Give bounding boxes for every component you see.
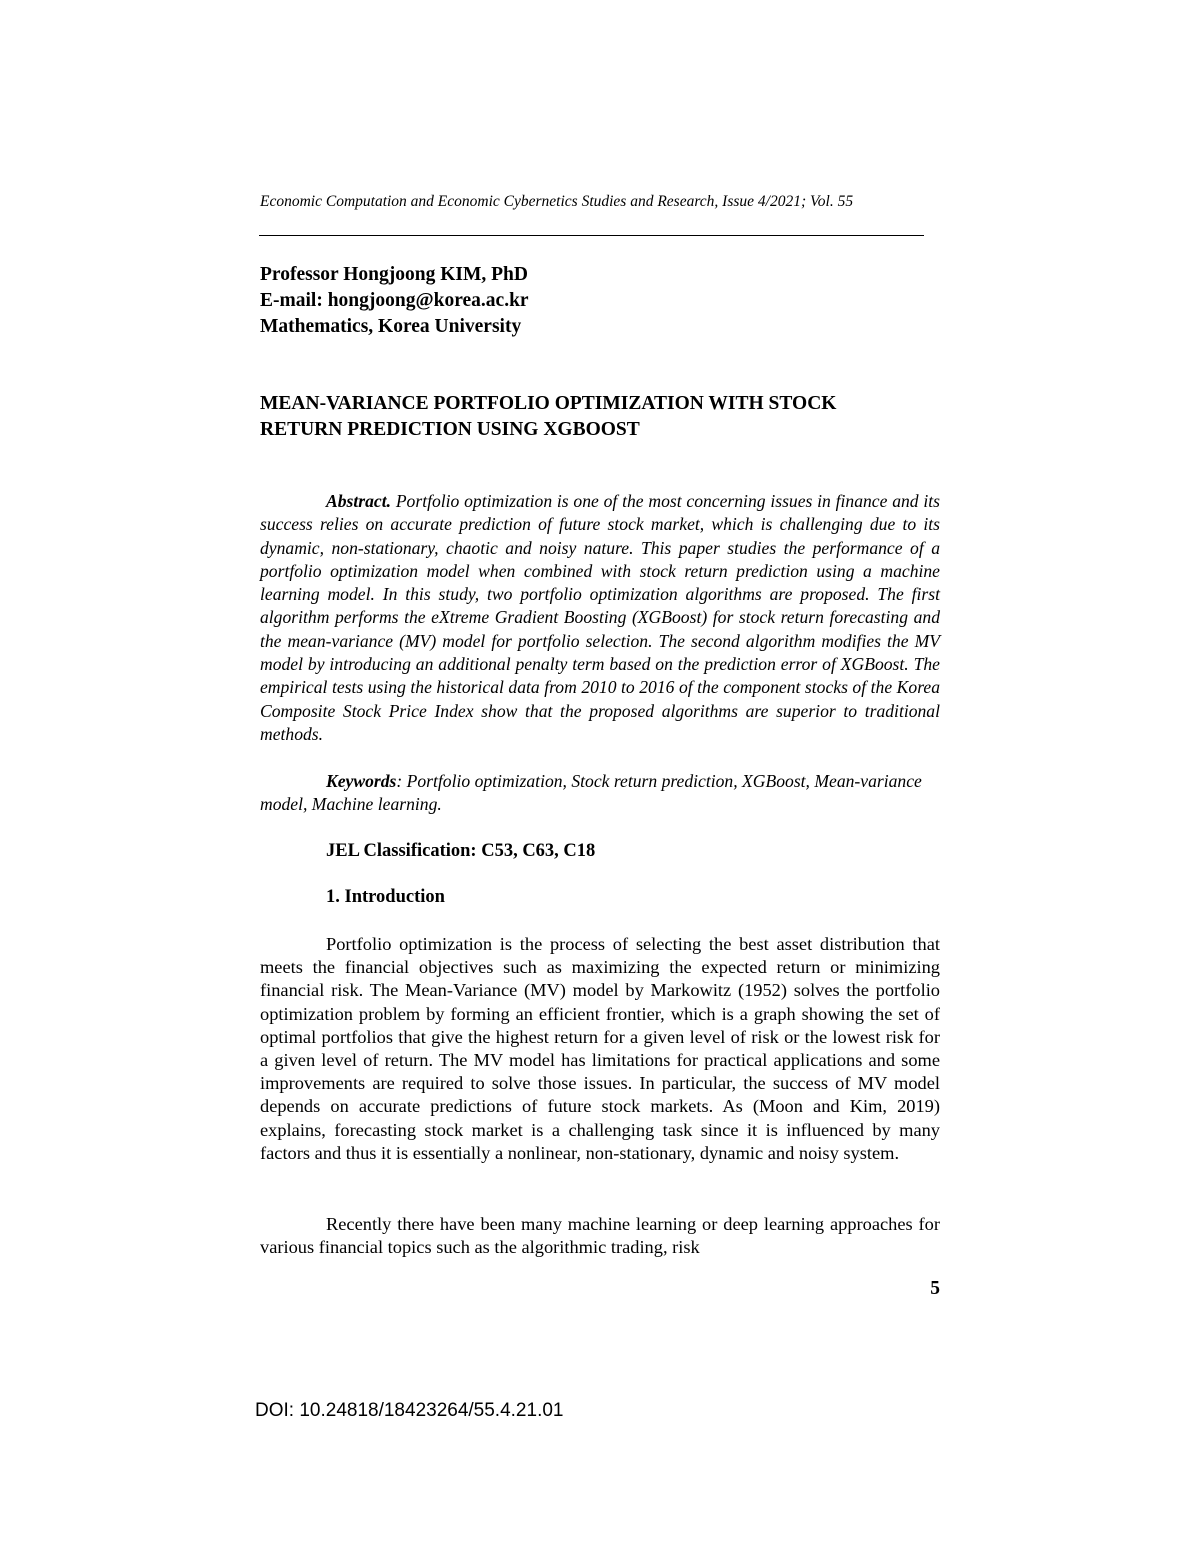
paper-title <box>260 391 940 443</box>
jel-classification: JEL Classification: C53, C63, C18 <box>326 841 596 861</box>
keywords <box>260 770 940 817</box>
body-paragraph: Portfolio optimization is the process of selecting the best asset distribution that meets the financial objectives such as maximizing the expected return or minimizing financial risk. The Mean-Variance (MV) model by Markowitz (1952) solves the portfolio optimization problem by forming an efficient frontier, which is a graph showing the set of optimal portfolios that give the highest return for a given level of risk or the lowest risk for a given level of return. The MV model has limitations for practical applications and some improvements are required to solve those issues. In particular, the success of MV model depends on accurate predictions of future stock markets. As (Moon and Kim, 2019) explains, forecasting stock market is a challenging task since it is influenced by many factors and thus it is essentially a nonlinear, non-stationary, dynamic and noisy system. <box>260 934 940 1163</box>
author-block <box>260 262 529 340</box>
page-number: 5 <box>930 1278 940 1299</box>
journal-header: Economic Computation and Economic Cybernetics Studies and Research, Issue 4/2021; Vol. 55 <box>260 193 854 210</box>
author-affiliation: Mathematics, Korea University <box>260 316 522 337</box>
abstract <box>260 490 940 746</box>
abstract-label: Abstract. <box>326 491 392 511</box>
keywords-text: : Portfolio optimization, Stock return prediction, XGBoost, Mean-variance model, Machine learning. <box>260 771 922 815</box>
keywords-label: Keywords <box>326 771 397 791</box>
doi-link[interactable]: DOI: 10.24818/18423264/55.4.21.01 <box>255 1400 564 1421</box>
header-rule <box>259 235 924 236</box>
author-email: E-mail: hongjoong@korea.ac.kr <box>260 290 529 311</box>
body-paragraph: Recently there have been many machine learning or deep learning approaches for various financial topics such as the algorithmic trading, risk <box>260 1214 940 1258</box>
author-name: Professor Hongjoong KIM, PhD <box>260 264 528 285</box>
paper-title-line-1: MEAN-VARIANCE PORTFOLIO OPTIMIZATION WITH STOCK <box>260 393 837 414</box>
abstract-text: Portfolio optimization is one of the most concerning issues in finance and its success relies on accurate prediction of future stock market, which is challenging due to its dynamic, non-stationary, chaotic and noisy nature. This paper studies the performance of a portfolio optimization model when combined with stock return prediction using a machine learning model. In this study, two portfolio optimization algorithms are proposed. The first algorithm performs the eXtreme Gradient Boosting (XGBoost) for stock return forecasting and the mean-variance (MV) model for portfolio selection. The second algorithm modifies the MV model by introducing an additional penalty term based on the prediction error of XGBoost. The empirical tests using the historical data from 2010 to 2016 of the component stocks of the Korea Composite Stock Price Index show that the proposed algorithms are superior to traditional methods. <box>260 491 940 744</box>
paper-title-line-2: RETURN PREDICTION USING XGBOOST <box>260 419 640 440</box>
section-heading: 1. Introduction <box>326 887 445 907</box>
